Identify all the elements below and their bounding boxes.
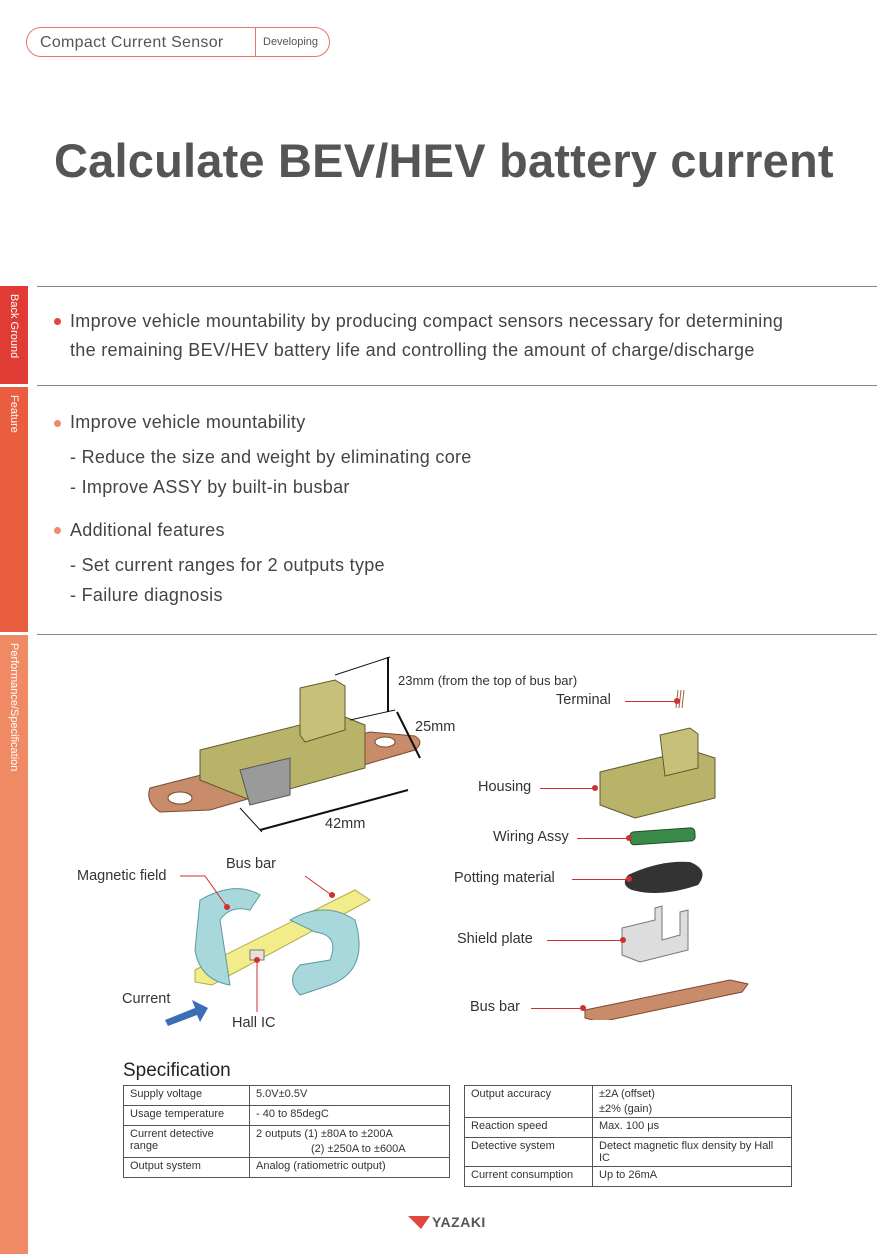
table-row	[124, 1158, 450, 1178]
divider	[37, 634, 877, 635]
divider	[37, 385, 877, 386]
leader-line	[572, 879, 629, 880]
leader-line	[531, 1008, 583, 1009]
divider	[37, 286, 877, 287]
spec-table-right	[464, 1085, 792, 1187]
spec-value: Detect magnetic flux density by Hall IC	[593, 1138, 792, 1167]
feature-heading-1: Improve vehicle mountability	[70, 412, 306, 432]
background-text-2: the remaining BEV/HEV battery life and controlling the amount of charge/discharge	[70, 340, 755, 360]
bullet-icon	[54, 420, 61, 427]
page-title: Calculate BEV/HEV battery current	[54, 134, 834, 187]
spec-value: - 40 to 85degC	[250, 1106, 450, 1126]
principle-leaders	[150, 860, 380, 1030]
spec-label: Reaction speed	[465, 1118, 593, 1138]
leader-line	[625, 701, 675, 702]
table-row	[124, 1126, 450, 1158]
feature-item: - Improve ASSY by built-in busbar	[70, 477, 350, 497]
product-name: Compact Current Sensor	[40, 34, 224, 51]
table-row	[465, 1118, 792, 1138]
tab-performance	[0, 635, 28, 1254]
dim-width: 42mm	[325, 816, 366, 832]
leader-dot	[626, 835, 632, 841]
spec-value-multi	[593, 1086, 792, 1118]
spec-label: Output accuracy	[465, 1086, 593, 1118]
spec-label: Detective system	[465, 1138, 593, 1167]
brand-logo: YAZAKI	[432, 1214, 486, 1230]
status-label: Developing	[263, 36, 319, 48]
part-shield-plate: Shield plate	[457, 931, 533, 947]
feature-item: - Set current ranges for 2 outputs type	[70, 555, 385, 575]
part-housing: Housing	[478, 779, 532, 795]
tab-background	[0, 286, 28, 384]
label-magnetic-field: Magnetic field	[77, 868, 167, 884]
dim-height: 23mm (from the top of bus bar)	[398, 673, 578, 688]
leader-line	[577, 838, 629, 839]
tab-feature-label: Feature	[8, 395, 20, 433]
spec-value: ±2A (offset)	[599, 1088, 655, 1100]
spec-value: Max. 100 μs	[593, 1118, 792, 1138]
spec-value: Analog (ratiometric output)	[250, 1158, 450, 1178]
leader-line	[547, 940, 622, 941]
spec-heading: Specification	[123, 1060, 231, 1081]
spec-value: ±2% (gain)	[599, 1103, 653, 1115]
part-terminal: Terminal	[556, 692, 611, 708]
dim-depth: 25mm	[415, 719, 456, 735]
leader-dot	[580, 1005, 586, 1011]
part-wiring-assy: Wiring Assy	[493, 829, 569, 845]
leader-dot	[626, 876, 632, 882]
spec-value: (2) ±250A to ±600A	[311, 1143, 406, 1155]
spec-label: Usage temperature	[124, 1106, 250, 1126]
part-potting-material: Potting material	[454, 870, 555, 886]
table-row	[124, 1106, 450, 1126]
product-badge	[26, 27, 330, 57]
feature-item: - Failure diagnosis	[70, 585, 223, 605]
spec-value-multi	[250, 1126, 450, 1158]
background-text-1: Improve vehicle mountability by producing compact sensors necessary for determining	[70, 311, 784, 331]
table-row	[465, 1138, 792, 1167]
spec-value: Up to 26mA	[593, 1167, 792, 1187]
leader-line	[540, 788, 595, 789]
table-row	[124, 1086, 450, 1106]
feature-heading-2: Additional features	[70, 520, 225, 540]
leader-dot	[674, 698, 680, 704]
spec-label: Output system	[124, 1158, 250, 1178]
leader-dot	[592, 785, 598, 791]
spec-value: 2 outputs (1) ±80A to ±200A	[256, 1128, 393, 1140]
spec-label: Current consumption	[465, 1167, 593, 1187]
table-row	[465, 1086, 792, 1118]
exploded-parts-illustration	[580, 680, 760, 1020]
badge-divider	[255, 28, 256, 56]
part-bus-bar: Bus bar	[470, 999, 520, 1015]
tab-background-label: Back Ground	[8, 294, 20, 359]
label-hall-ic: Hall IC	[232, 1015, 276, 1031]
label-bus-bar: Bus bar	[226, 856, 276, 872]
bullet-icon	[54, 527, 61, 534]
leader-dot	[620, 937, 626, 943]
tab-feature	[0, 387, 28, 632]
feature-item: - Reduce the size and weight by eliminating core	[70, 447, 472, 467]
yazaki-logo-icon	[408, 1216, 430, 1230]
label-current: Current	[122, 991, 171, 1007]
spec-label: Current detective range	[124, 1126, 250, 1158]
spec-value: 5.0V±0.5V	[250, 1086, 450, 1106]
spec-table-left	[123, 1085, 450, 1178]
spec-label: Supply voltage	[124, 1086, 250, 1106]
table-row	[465, 1167, 792, 1187]
bullet-icon	[54, 318, 61, 325]
tab-performance-label: Performance/Specification	[8, 643, 20, 772]
